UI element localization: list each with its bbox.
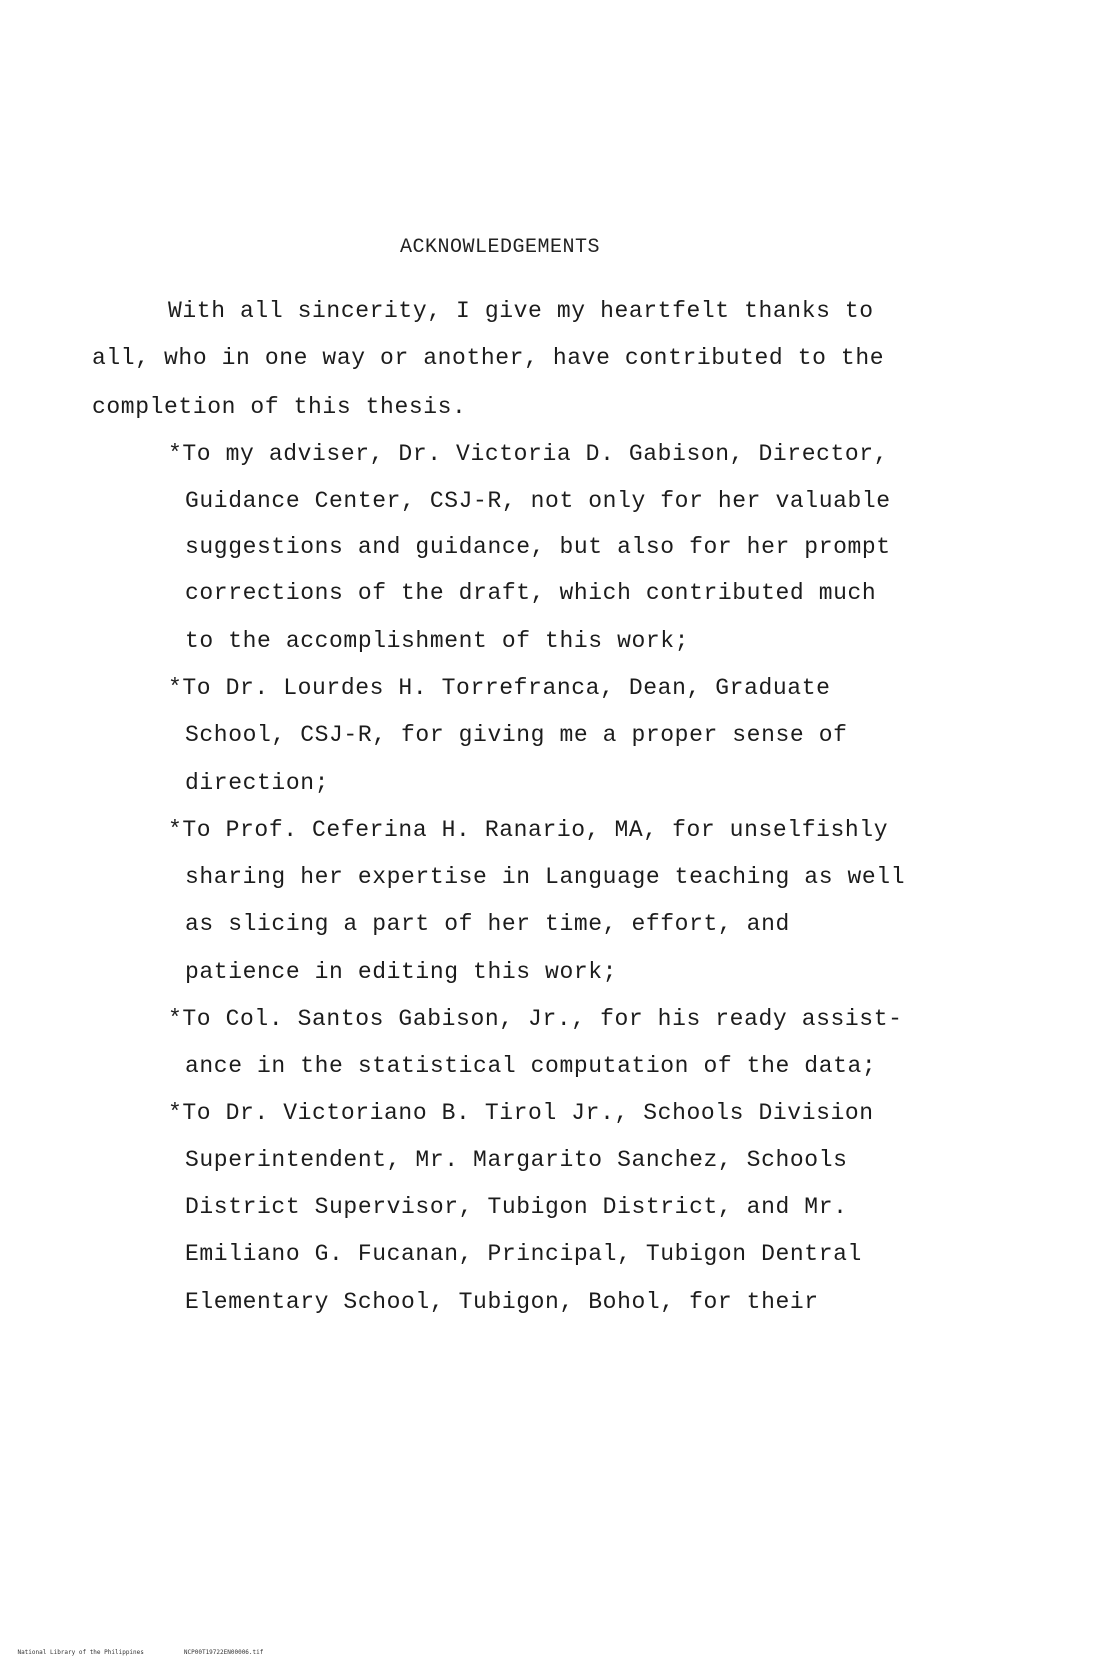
scan-footer [3,1642,263,1663]
intro-line: completion of this thesis. [92,394,467,420]
acknowledgement-line: *To my adviser, Dr. Victoria D. Gabison, Director, [168,441,889,467]
intro-line: all, who in one way or another, have contributed to the [92,345,885,371]
acknowledgement-line: *To Prof. Ceferina H. Ranario, MA, for unselfishly [168,817,889,843]
acknowledgement-line: sharing her expertise in Language teaching as well [185,864,906,890]
acknowledgement-line: *To Col. Santos Gabison, Jr., for his ready assist- [168,1006,903,1032]
acknowledgement-line: Elementary School, Tubigon, Bohol, for their [185,1289,819,1315]
acknowledgement-line: Superintendent, Mr. Margarito Sanchez, Schools [185,1147,848,1173]
acknowledgement-line: patience in editing this work; [185,959,618,985]
acknowledgement-line: School, CSJ-R, for giving me a proper sense of [185,722,848,748]
acknowledgement-line: *To Dr. Lourdes H. Torrefranca, Dean, Graduate [168,675,831,701]
intro-line: With all sincerity, I give my heartfelt thanks to [168,298,874,324]
page-title: ACKNOWLEDGEMENTS [399,236,601,259]
footer-source: National Library of the Philippines [17,1649,144,1656]
acknowledgement-line: direction; [185,770,330,796]
acknowledgement-line: Guidance Center, CSJ-R, not only for her valuable [185,488,891,514]
acknowledgement-line: District Supervisor, Tubigon District, and Mr. [185,1194,848,1220]
acknowledgement-line: Emiliano G. Fucanan, Principal, Tubigon Dentral [185,1241,862,1267]
acknowledgement-line: ance in the statistical computation of the data; [185,1053,877,1079]
acknowledgement-line: *To Dr. Victoriano B. Tirol Jr., Schools Division [168,1100,874,1126]
acknowledgement-line: to the accomplishment of this work; [185,628,690,654]
acknowledgement-line: suggestions and guidance, but also for her prompt [185,534,891,560]
footer-file: NCP00T19722EN00006.tif [183,1649,264,1656]
acknowledgement-line: corrections of the draft, which contributed much [185,580,877,606]
acknowledgement-line: as slicing a part of her time, effort, and [185,911,790,937]
